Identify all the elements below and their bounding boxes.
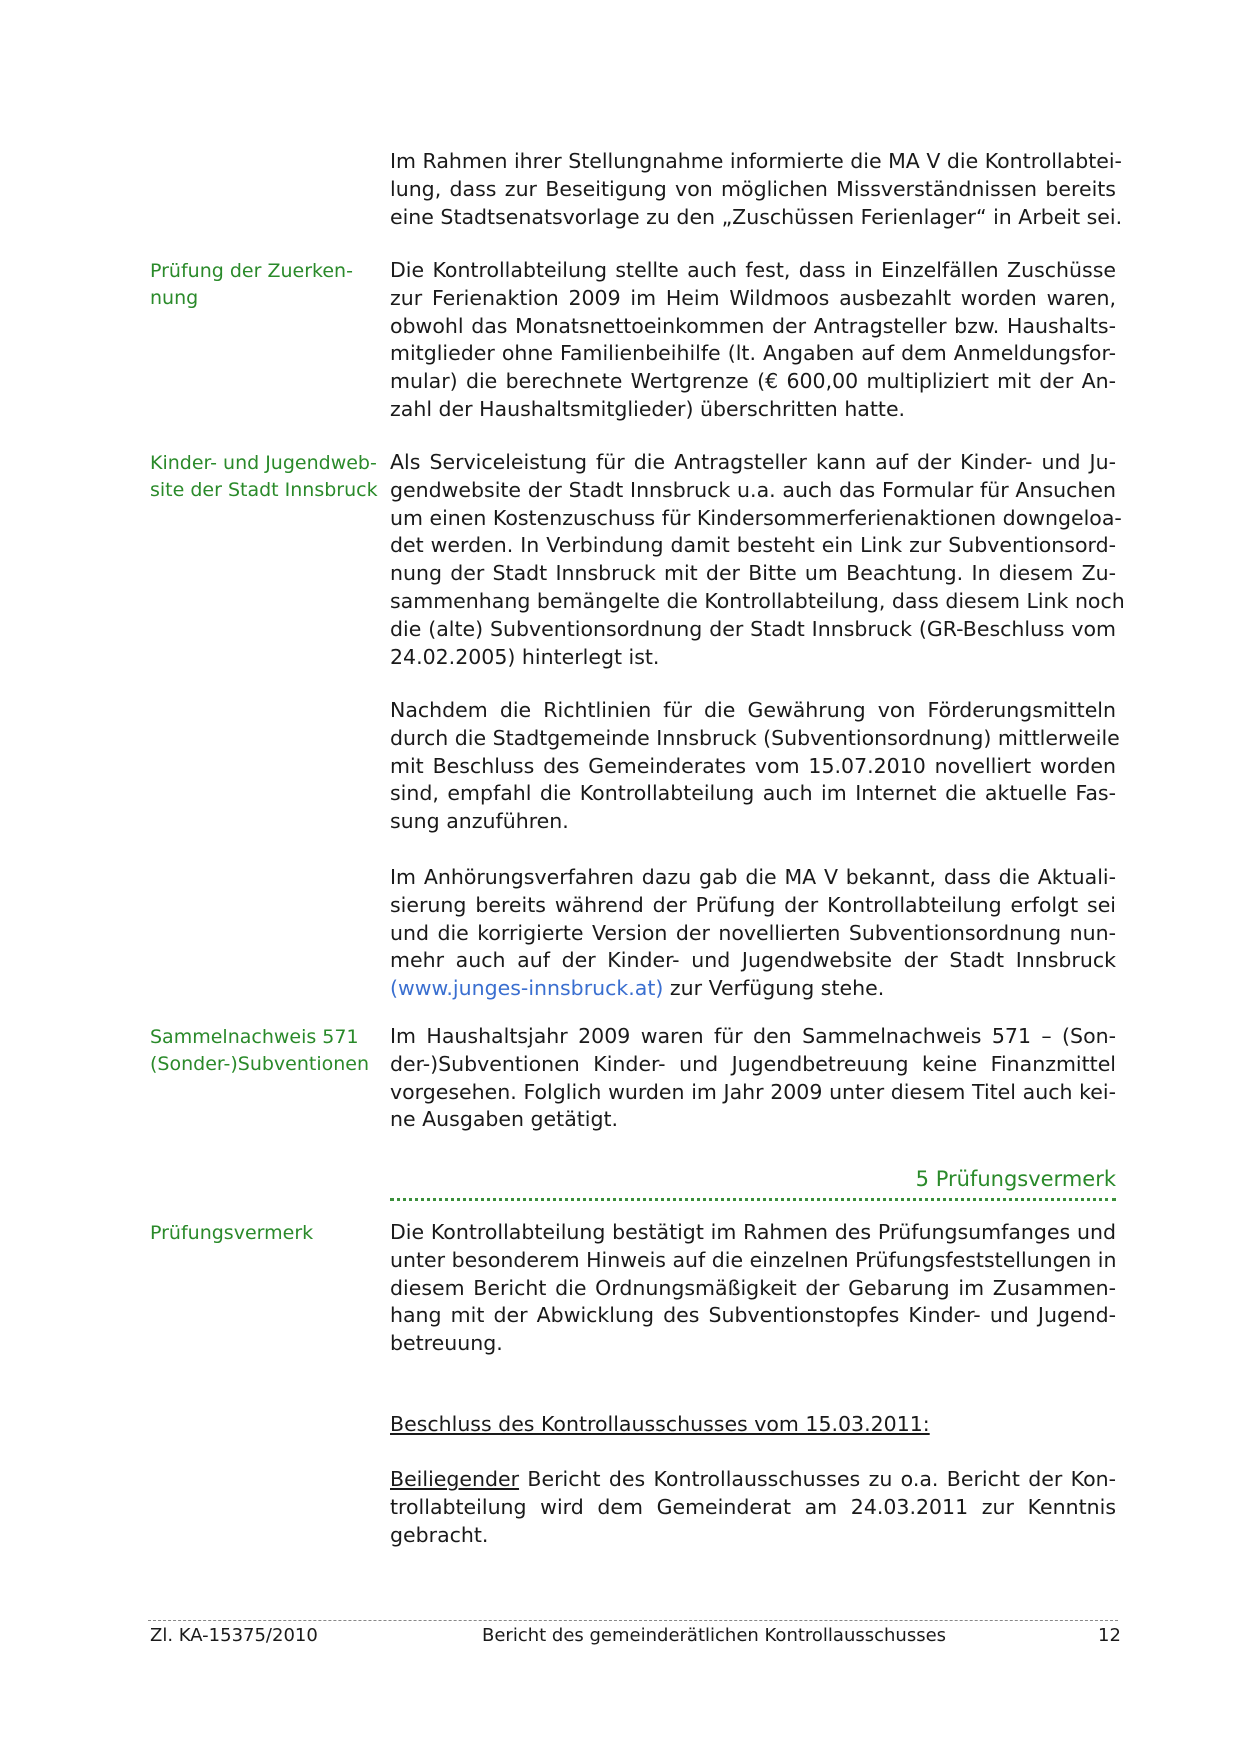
side-label-line: Prüfungsvermerk (150, 1222, 314, 1244)
text-line: trollabteilung wird dem Gemeinderat am 24.03.2011 zur Kenntnis (390, 1494, 1116, 1519)
text-line: mitglieder ohne Familienbeihilfe (lt. Angaben auf dem Anmeldungsfor- (390, 341, 1116, 366)
text-line: zahl der Haushaltsmitglieder) überschritten hatte. (390, 396, 906, 421)
side-label-line: nung (150, 287, 199, 309)
side-label-line: Prüfung der Zuerken- (150, 260, 353, 282)
footer-title: Bericht des gemeinderätlichen Kontrollausschusses (482, 1625, 947, 1646)
paragraph-pruefung (390, 257, 1116, 424)
text-line: det werden. In Verbindung damit besteht ein Link zur Subventionsord- (390, 533, 1116, 558)
text-line: 24.02.2005) hinterlegt ist. (390, 644, 660, 669)
text-line: diesem Bericht die Ordnungsmäßigkeit der Gebarung im Zusammen- (390, 1275, 1116, 1300)
text-line: betreuung. (390, 1331, 503, 1356)
text-line: gendwebsite der Stadt Innsbruck u.a. auch das Formular für Ansuchen (390, 477, 1116, 502)
text-line: Im Haushaltsjahr 2009 waren für den Sammelnachweis 571 – (Son- (390, 1024, 1116, 1048)
text-line: eine Stadtsenatsvorlage zu den „Zuschüssen Ferienlager“ in Arbeit sei. (390, 204, 1123, 229)
text-line: hang mit der Abwicklung des Subventionstopfes Kinder- und Jugend- (390, 1303, 1116, 1328)
text-line: und die korrigierte Version der novellierten Subventionsordnung nun- (390, 920, 1116, 945)
text-line: lung, dass zur Beseitigung von möglichen Missverständnissen bereits (390, 176, 1116, 201)
text-line (390, 1466, 1116, 1494)
text-line: vorgesehen. Folglich wurden im Jahr 2009 unter diesem Titel auch kei- (390, 1079, 1116, 1104)
text-line: mit Beschluss des Gemeinderates vom 15.07.2010 novelliert worden (390, 753, 1116, 778)
text-line: nung der Stadt Innsbruck mit der Bitte um Beachtung. In diesem Zu- (390, 561, 1116, 586)
text-line: obwohl das Monatsnettoeinkommen der Antragsteller bzw. Haushalts- (390, 313, 1116, 338)
footer-reference: Zl. KA-15375/2010 (150, 1625, 318, 1646)
text-line: ne Ausgaben getätigt. (390, 1107, 619, 1132)
text-line: zur Ferienaktion 2009 im Heim Wildmoos ausbezahlt worden waren, (390, 285, 1116, 310)
beschluss-title (390, 1411, 1116, 1439)
website-link[interactable]: (www.junges-innsbruck.at) (390, 976, 664, 1001)
paragraph-website (390, 449, 1125, 671)
section-heading: 5 Prüfungsvermerk (915, 1167, 1116, 1191)
paragraph-intro (390, 148, 1123, 231)
page-number: 12 (1098, 1625, 1121, 1646)
link-tail-text: zur Verfügung stehe. (663, 976, 885, 1001)
side-label-line: Kinder- und Jugendweb- (150, 452, 377, 474)
text-line: durch die Stadtgemeinde Innsbruck (Subventionsordnung) mittlerweile (390, 725, 1120, 750)
text-line: Im Rahmen ihrer Stellungnahme informierte die MA V die Kontrollabtei- (390, 149, 1122, 173)
text-line: mehr auch auf der Kinder- und Jugendwebsite der Stadt Innsbruck (390, 948, 1116, 973)
beschluss-line-rest: Bericht des Kontrollausschusses zu o.a. Bericht der Kon- (519, 1467, 1116, 1491)
side-label-line: site der Stadt Innsbruck (150, 479, 378, 501)
beschluss-title-text: Beschluss des Kontrollausschusses vom 15.03.2011: (390, 1412, 930, 1436)
text-line: die (alte) Subventionsordnung der Stadt Innsbruck (GR-Beschluss vom (390, 616, 1116, 641)
side-label-line: Sammelnachweis 571 (150, 1026, 359, 1048)
text-line: Als Serviceleistung für die Antragsteller kann auf der Kinder- und Ju- (390, 450, 1116, 474)
side-label-sammelnachweis (150, 1024, 380, 1078)
side-label-pruefung (150, 258, 380, 312)
footer-divider (148, 1620, 1118, 1621)
text-line: Die Kontrollabteilung stellte auch fest, dass in Einzelfällen Zuschüsse (390, 258, 1116, 282)
text-line: sind, empfahl die Kontrollabteilung auch im Internet die aktuelle Fas- (390, 781, 1116, 806)
text-line: um einen Kostenzuschuss für Kindersommerferienaktionen downgeloa- (390, 505, 1122, 530)
heading-divider (390, 1198, 1116, 1201)
text-line: mular) die berechnete Wertgrenze (€ 600,00 multipliziert mit der An- (390, 369, 1116, 394)
text-line (390, 975, 1116, 1003)
paragraph-sammelnachweis (390, 1023, 1116, 1134)
text-line: Nachdem die Richtlinien für die Gewährung von Förderungsmitteln (390, 698, 1116, 722)
paragraph-beschluss (390, 1466, 1116, 1549)
text-line: Die Kontrollabteilung bestätigt im Rahmen des Prüfungsumfanges und (390, 1220, 1116, 1244)
text-line: sammenhang bemängelte die Kontrollabteilung, dass diesem Link noch (390, 588, 1125, 613)
text-line: der-)Subventionen Kinder- und Jugendbetreuung keine Finanzmittel (390, 1051, 1116, 1076)
paragraph-anhoerung (390, 864, 1116, 1003)
text-line: unter besonderem Hinweis auf die einzelnen Prüfungsfeststellungen in (390, 1247, 1117, 1272)
text-line: sierung bereits während der Prüfung der Kontrollabteilung erfolgt sei (390, 892, 1116, 917)
paragraph-richtlinien (390, 697, 1120, 836)
side-label-website (150, 450, 380, 504)
text-line: Im Anhörungsverfahren dazu gab die MA V bekannt, dass die Aktuali- (390, 865, 1116, 889)
side-label-line: (Sonder-)Subventionen (150, 1053, 370, 1075)
text-line: gebracht. (390, 1522, 489, 1547)
side-label-vermerk (150, 1220, 380, 1247)
paragraph-vermerk (390, 1219, 1116, 1358)
beschluss-first-word: Beiliegender (390, 1467, 520, 1491)
text-line: sung anzuführen. (390, 809, 569, 834)
